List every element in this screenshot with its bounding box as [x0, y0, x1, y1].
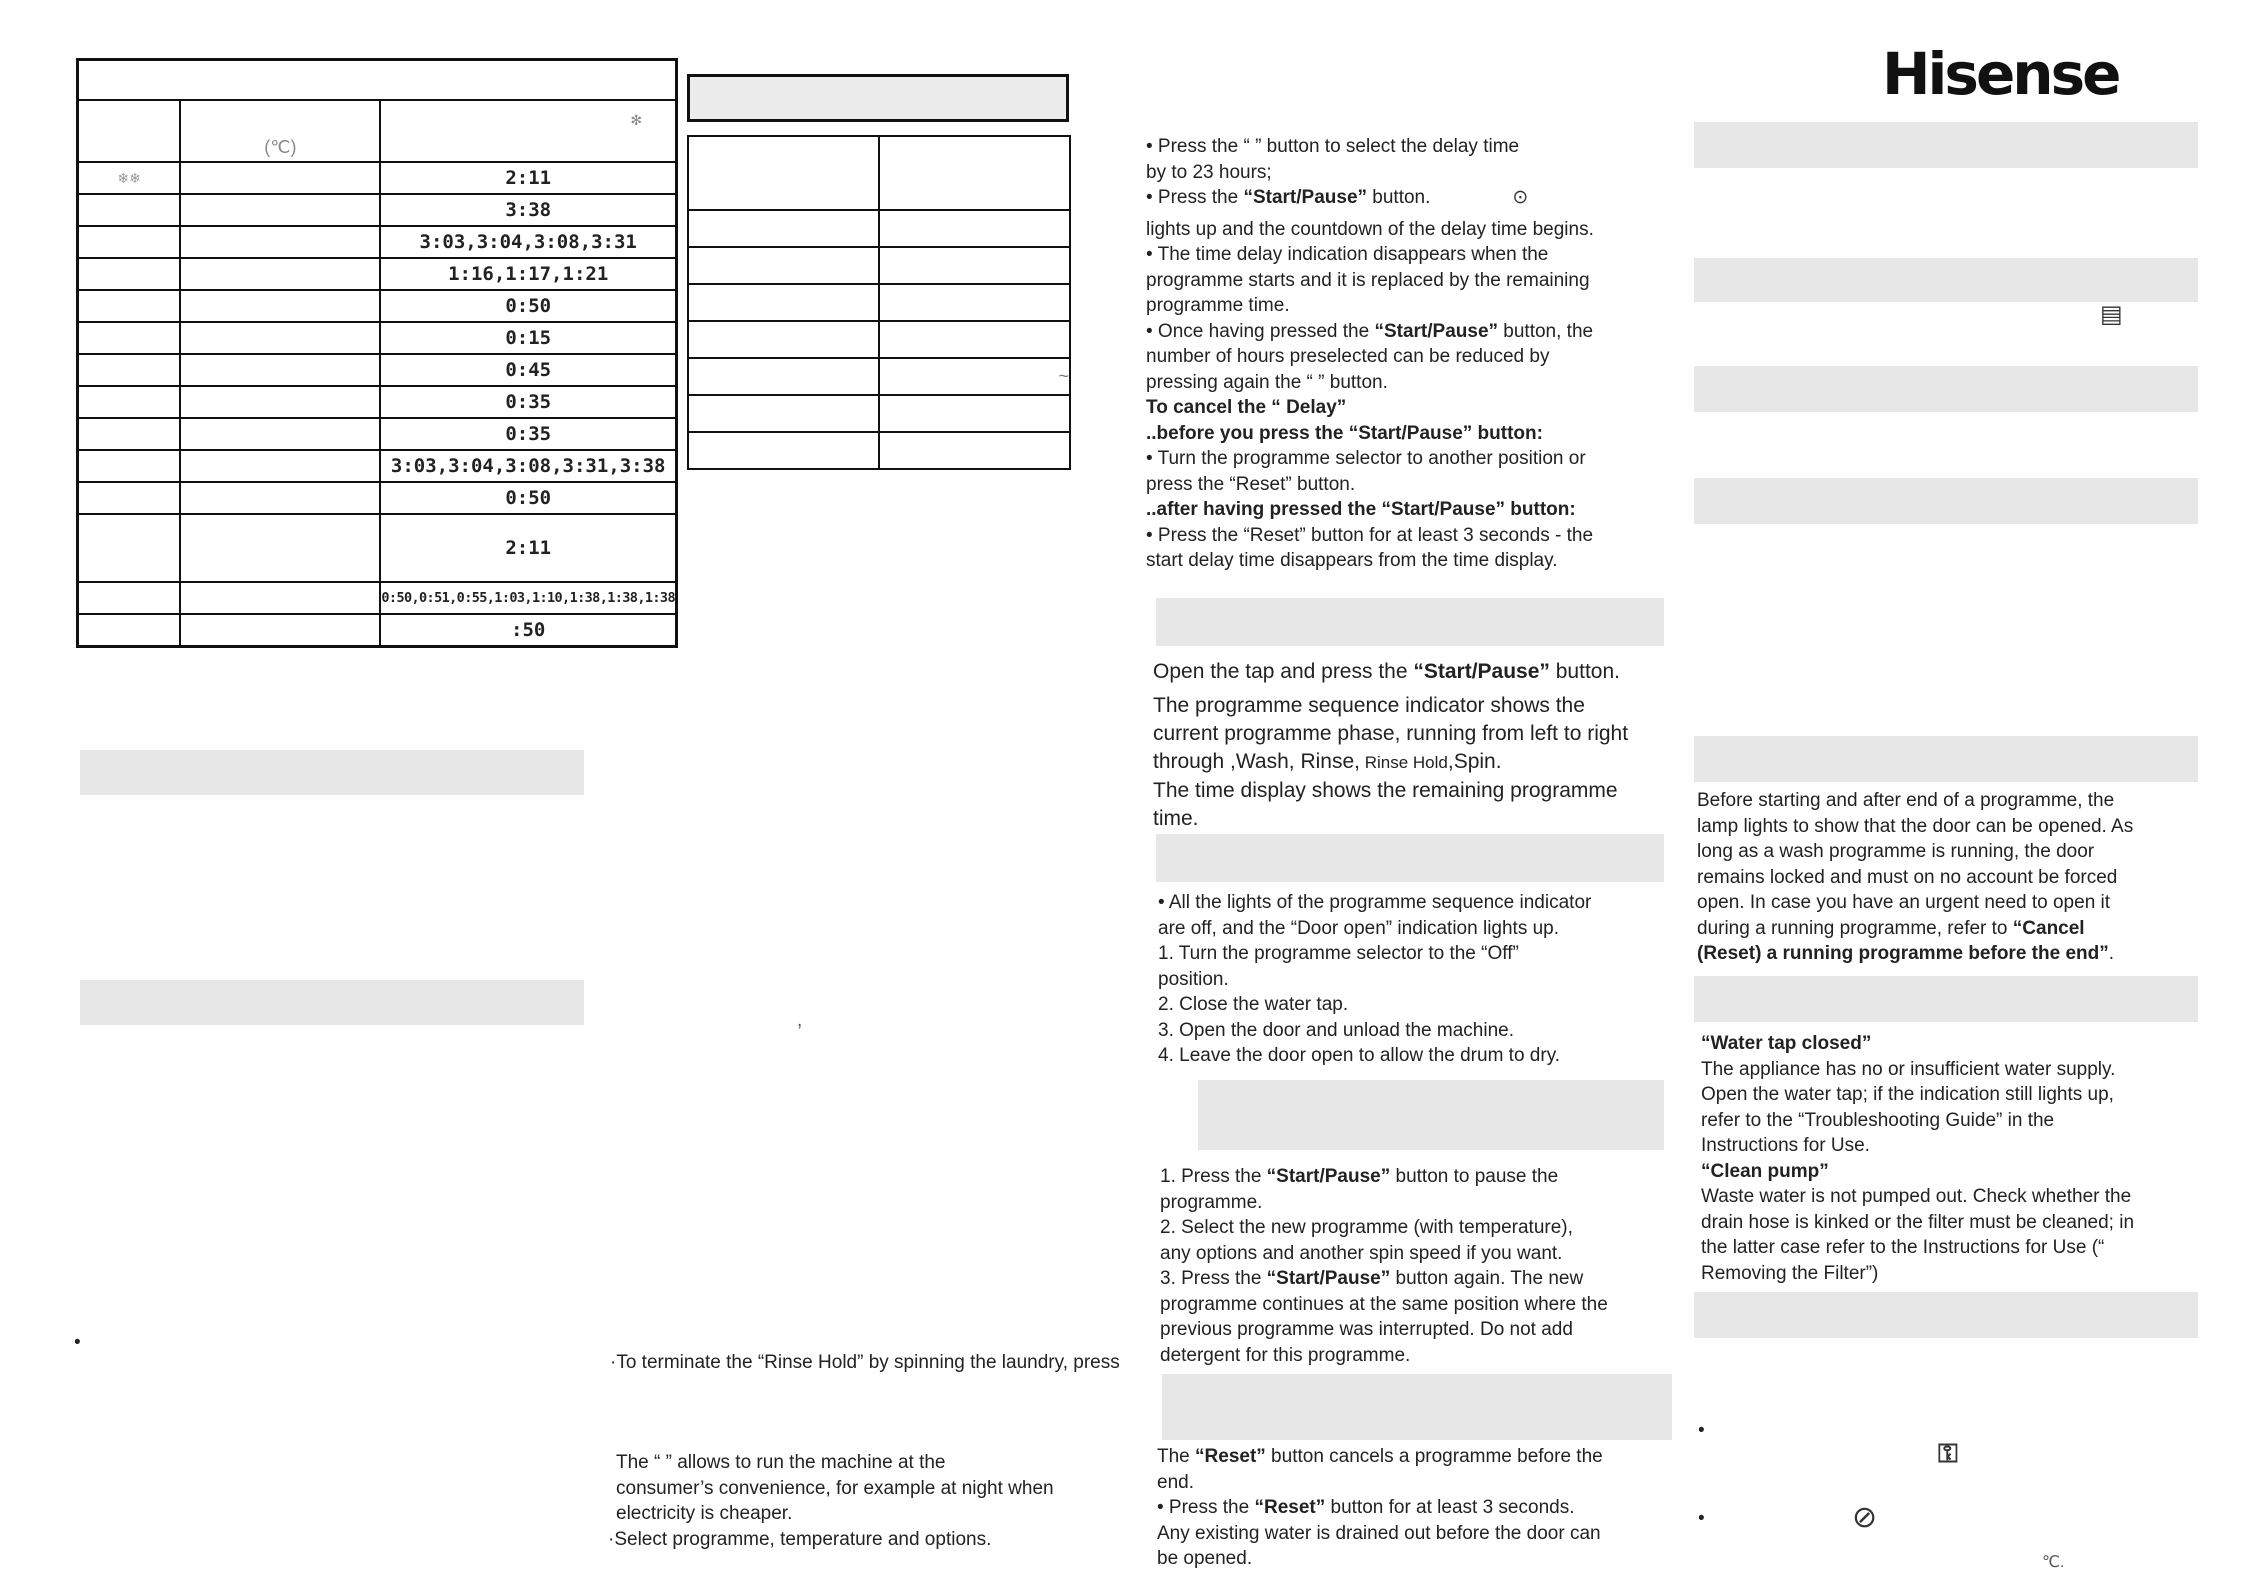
time-cell: 0:50	[380, 290, 676, 322]
text-line: • Press the “ ” button to select the delay time	[1146, 136, 1520, 157]
before-start-heading: ..before you press the “Start/Pause” button:	[1146, 422, 1543, 444]
text-line: the latter case refer to the Instructions for Use (“	[1701, 1237, 2105, 1258]
start-pause-label: “Start/Pause”	[1374, 320, 1499, 342]
temperature-cell	[180, 290, 380, 322]
temperature-cell	[180, 418, 380, 450]
stray-comma: ,	[797, 1010, 803, 1031]
time-cell: 2:11	[380, 162, 676, 194]
programme-cell	[78, 322, 181, 354]
text-line: lamp lights to show that the door can be opened. As	[1697, 815, 2134, 837]
text-line: previous programme was interrupted. Do not add	[1160, 1319, 1573, 1340]
bullet: •	[1698, 1420, 1705, 1441]
header-cell	[78, 100, 181, 162]
text-line: 2. Close the water tap.	[1158, 994, 1349, 1015]
options-cell	[879, 136, 1070, 210]
options-table	[687, 135, 1071, 470]
section-header-bar	[1156, 834, 1664, 882]
text-line: are off, and the “Door open” indication lights up.	[1158, 917, 1560, 939]
text-span: button, the	[1498, 320, 1594, 342]
section-header-bar	[1694, 122, 2198, 168]
options-cell	[688, 358, 879, 395]
options-table-header	[687, 74, 1069, 122]
time-cell: 0:45	[380, 354, 676, 386]
text-span: button to pause the	[1390, 1166, 1559, 1187]
programme-cell	[78, 226, 181, 258]
text-line: refer to the “Troubleshooting Guide” in the	[1701, 1109, 2055, 1131]
options-cell	[688, 395, 879, 432]
text-line: consumer’s convenience, for example at night when	[616, 1477, 1054, 1499]
door-section	[1697, 788, 2133, 967]
text-span: button.	[1367, 187, 1431, 208]
text-line	[1697, 941, 2133, 967]
reset-label: “Reset”	[1195, 1446, 1266, 1467]
section-header-bar	[80, 750, 584, 795]
options-cell	[688, 432, 879, 469]
options-cell	[879, 321, 1070, 358]
start-programme-section	[1153, 658, 1628, 833]
programme-cell	[78, 354, 181, 386]
programme-cell	[78, 514, 181, 582]
options-cell	[879, 432, 1070, 469]
time-cell: 0:35	[380, 418, 676, 450]
text-line: The appliance has no or insufficient water supply.	[1701, 1058, 2116, 1080]
text-line: 2. Select the new programme (with temperature),	[1160, 1217, 1573, 1238]
time-cell: 2:11	[380, 514, 676, 582]
hisense-logo: Hisense	[1882, 40, 2119, 108]
text-line: The “ ” allows to run the machine at the	[616, 1452, 946, 1473]
start-pause-label: “Start/Pause”	[1266, 1166, 1391, 1187]
text-line: remains locked and must on no account be forced	[1697, 866, 2118, 888]
text-span: Open the tap and press the	[1153, 660, 1414, 683]
text-line	[1697, 916, 2133, 942]
text-line: time.	[1153, 807, 1199, 830]
clock-icon: ⊙	[1512, 187, 1529, 208]
text-line: programme continues at the same position where the	[1160, 1293, 1608, 1315]
text-line: 1. Turn the programme selector to the “Off”	[1158, 943, 1519, 964]
programme-cell	[78, 418, 181, 450]
rinse-hold-label: Rinse Hold	[1360, 753, 1448, 772]
programme-cell	[78, 386, 181, 418]
programme-table-title-cell	[78, 60, 677, 101]
text-line: by to 23 hours;	[1146, 161, 1272, 183]
text-line: be opened.	[1157, 1548, 1253, 1569]
text-line	[1146, 319, 1594, 345]
programme-table	[76, 58, 678, 648]
key-icon: ⚿	[1938, 1438, 1958, 1468]
cancel-delay-heading: To cancel the “ Delay”	[1146, 397, 1347, 418]
time-cell: 0:15	[380, 322, 676, 354]
temperature-cell	[180, 226, 380, 258]
options-cell	[688, 321, 879, 358]
temperature-cell	[180, 194, 380, 226]
text-line	[1160, 1266, 1608, 1292]
programme-cell	[78, 450, 181, 482]
temperature-cell	[180, 482, 380, 514]
text-line: long as a wash programme is running, the door	[1697, 841, 2095, 862]
programme-cell	[78, 290, 181, 322]
text-line: Removing the Filter”)	[1701, 1262, 1879, 1284]
text-line: end.	[1157, 1471, 1194, 1493]
section-header-bar	[1694, 1292, 2198, 1338]
delay-intro	[608, 1450, 1054, 1552]
text-line: drain hose is kinked or the filter must be cleaned; in	[1701, 1211, 2135, 1233]
text-line: Any existing water is drained out before the door can	[1157, 1522, 1601, 1544]
section-header-bar	[1162, 1374, 1672, 1440]
text-line	[1160, 1164, 1608, 1190]
text-span: ,Spin.	[1447, 750, 1502, 773]
text-line: start delay time disappears from the time display.	[1146, 550, 1558, 571]
programme-cell	[78, 614, 181, 647]
text-line	[1157, 1495, 1603, 1521]
options-cell	[879, 247, 1070, 284]
degree-symbol: ℃.	[2042, 1554, 2065, 1571]
temperature-cell	[180, 582, 380, 614]
text-line: press the “Reset” button.	[1146, 473, 1356, 495]
text-line: number of hours preselected can be reduced by	[1146, 346, 1550, 367]
water-tap-heading: “Water tap closed”	[1701, 1033, 1872, 1054]
text-line	[1157, 1444, 1603, 1470]
programme-cell	[78, 482, 181, 514]
text-line: detergent for this programme.	[1160, 1344, 1411, 1366]
tilde-symbol: ~	[879, 358, 1070, 395]
programme-cell	[78, 258, 181, 290]
temperature-cell	[180, 258, 380, 290]
programme-cell: ❄❄	[78, 162, 181, 194]
text-line: • Turn the programme selector to another position or	[1146, 448, 1586, 469]
reset-section	[1157, 1444, 1603, 1572]
start-pause-label: “Start/Pause”	[1266, 1268, 1391, 1289]
text-line: 3. Open the door and unload the machine.	[1158, 1019, 1514, 1041]
text-line: Before starting and after end of a programme, the	[1697, 790, 2115, 811]
reset-label: “Reset”	[1254, 1497, 1326, 1518]
text-span: • Press the	[1157, 1497, 1255, 1518]
text-line	[1153, 748, 1628, 777]
programme-cell	[78, 582, 181, 614]
time-cell: 3:38	[380, 194, 676, 226]
bullet: •	[1698, 1508, 1705, 1529]
time-cell: 1:16,1:17,1:21	[380, 258, 676, 290]
text-line: open. In case you have an urgent need to open it	[1697, 892, 2111, 913]
options-cell	[688, 136, 879, 210]
text-span: button cancels a programme before the	[1265, 1446, 1603, 1467]
temperature-cell	[180, 322, 380, 354]
text-span: • Press the	[1146, 187, 1244, 208]
text-span: button.	[1549, 660, 1620, 683]
text-line: • Press the “Reset” button for at least 3 seconds - the	[1146, 524, 1594, 546]
text-line: electricity is cheaper.	[616, 1503, 793, 1524]
change-programme-section	[1160, 1164, 1608, 1368]
text-line: 4. Leave the door open to allow the drum to dry.	[1158, 1045, 1561, 1066]
options-cell	[879, 395, 1070, 432]
text-span: • Once having pressed the	[1146, 320, 1375, 342]
section-header-bar	[1694, 736, 2198, 782]
text-line: programme.	[1160, 1191, 1263, 1213]
temperature-cell	[180, 386, 380, 418]
rinse-hold-instruction: ·To terminate the “Rinse Hold” by spinning the laundry, press	[610, 1352, 1120, 1373]
text-line: The programme sequence indicator shows the	[1153, 694, 1585, 717]
temperature-cell	[180, 354, 380, 386]
prohibited-icon: ⊘	[1852, 1501, 1878, 1534]
snowflake-icon: ✻	[630, 113, 643, 129]
bullet: •	[74, 1332, 81, 1353]
delay-instructions	[1146, 134, 1594, 574]
display-icon: ▤	[2100, 301, 2123, 328]
text-line: • All the lights of the programme sequence indicator	[1158, 892, 1592, 913]
section-header-bar	[1694, 258, 2198, 302]
text-line	[1153, 658, 1628, 686]
text-span: button for at least 3 seconds.	[1325, 1497, 1575, 1518]
text-line: pressing again the “ ” button.	[1146, 371, 1388, 393]
start-pause-label: “Start/Pause”	[1413, 660, 1550, 683]
header-time-cell	[380, 100, 676, 162]
text-line: ·Select programme, temperature and options.	[608, 1528, 992, 1550]
options-cell	[879, 210, 1070, 247]
text-line	[1146, 185, 1594, 211]
text-line: Open the water tap; if the indication still lights up,	[1701, 1084, 2114, 1105]
text-span: through ,Wash, Rinse,	[1153, 750, 1360, 773]
text-span: 3. Press the	[1160, 1268, 1267, 1289]
temperature-cell	[180, 450, 380, 482]
text-span: 1. Press the	[1160, 1166, 1267, 1187]
text-line: Instructions for Use.	[1701, 1135, 1870, 1156]
options-cell	[688, 247, 879, 284]
text-span: button again. The new	[1390, 1268, 1584, 1289]
time-cell: 0:50	[380, 482, 676, 514]
section-header-bar	[1694, 976, 2198, 1022]
time-cell: 3:03,3:04,3:08,3:31,3:38	[380, 450, 676, 482]
text-span: The	[1157, 1446, 1196, 1467]
time-cell: 0:35	[380, 386, 676, 418]
indicators-section	[1701, 1031, 2134, 1286]
section-header-bar	[1694, 478, 2198, 524]
text-line: current programme phase, running from left to right	[1153, 722, 1629, 745]
header-temperature-cell	[180, 100, 380, 162]
time-cell: 3:03,3:04,3:08,3:31	[380, 226, 676, 258]
options-cell	[688, 210, 879, 247]
end-of-programme-section	[1158, 890, 1591, 1069]
time-cell: :50	[380, 614, 676, 647]
text-span: during a running programme, refer to	[1697, 917, 2013, 939]
section-header-bar	[1694, 366, 2198, 412]
section-header-bar	[1198, 1080, 1664, 1150]
text-span: .	[2108, 943, 2115, 964]
options-cell	[879, 284, 1070, 321]
programme-cell	[78, 194, 181, 226]
options-cell	[688, 284, 879, 321]
text-line: Waste water is not pumped out. Check whether the	[1701, 1186, 2132, 1207]
after-start-heading: ..after having pressed the “Start/Pause” button:	[1146, 499, 1576, 520]
text-line: The time display shows the remaining programme	[1153, 779, 1618, 802]
temperature-cell	[180, 162, 380, 194]
section-header-bar	[80, 980, 584, 1025]
section-header-bar	[1156, 598, 1664, 646]
temperature-cell	[180, 514, 380, 582]
time-cell: 0:50,0:51,0:55,1:03,1:10,1:38,1:38,1:38	[380, 582, 676, 614]
text-line: position.	[1158, 968, 1229, 990]
clean-pump-heading: “Clean pump”	[1701, 1160, 1829, 1182]
cancel-reference: (Reset) a running programme before the end”	[1697, 943, 2109, 964]
text-line: • The time delay indication disappears when the	[1146, 244, 1549, 265]
text-line: programme starts and it is replaced by the remaining	[1146, 269, 1590, 291]
start-pause-label: “Start/Pause”	[1243, 187, 1368, 208]
text-line: lights up and the countdown of the delay time begins.	[1146, 218, 1594, 240]
temperature-unit: (℃)	[264, 136, 297, 157]
cancel-reference: “Cancel	[2012, 917, 2085, 939]
text-line: any options and another spin speed if you want.	[1160, 1242, 1563, 1264]
temperature-cell	[180, 614, 380, 647]
text-line: programme time.	[1146, 295, 1290, 316]
